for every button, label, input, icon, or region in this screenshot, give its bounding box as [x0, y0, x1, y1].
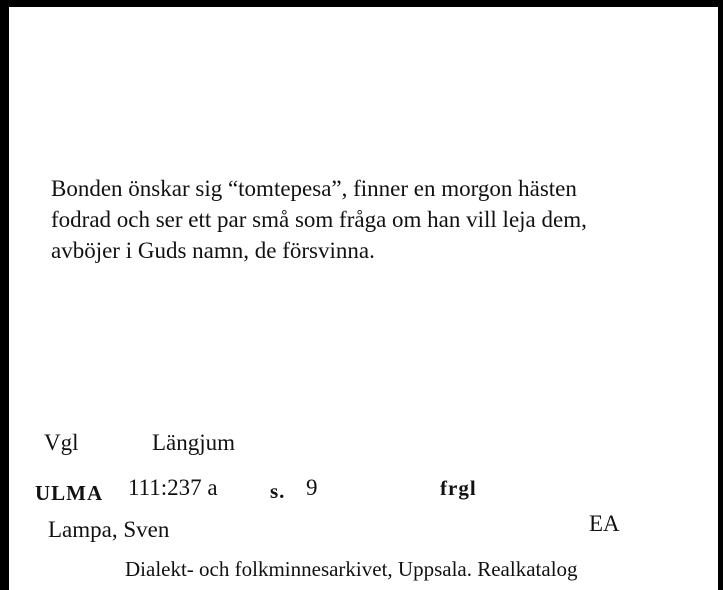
parish: Längjum	[152, 430, 236, 455]
page-number: 9	[306, 475, 318, 500]
recorder-initials: EA	[589, 511, 620, 536]
card-description	[51, 173, 701, 266]
province: Vgl	[44, 430, 79, 455]
description-line-1: Bonden önskar sig “tomtepesa”, finner en morgon hästen	[51, 176, 577, 201]
archive-footer: Dialekt- och folkminnesarkivet, Uppsala. Realkatalog	[125, 557, 578, 581]
page-label: s.	[270, 479, 286, 503]
catalog-card	[9, 7, 718, 590]
archive-code: ULMA	[35, 481, 104, 505]
scan-border-top	[0, 0, 723, 7]
category: frgl	[440, 476, 477, 500]
description-line-3: avböjer i Guds namn, de försvinna.	[51, 238, 375, 263]
description-line-2: fodrad och ser ett par små som fråga om han vill leja dem,	[51, 207, 587, 232]
informant-name: Lampa, Sven	[48, 517, 170, 542]
archive-number: 111:237 a	[128, 475, 218, 500]
